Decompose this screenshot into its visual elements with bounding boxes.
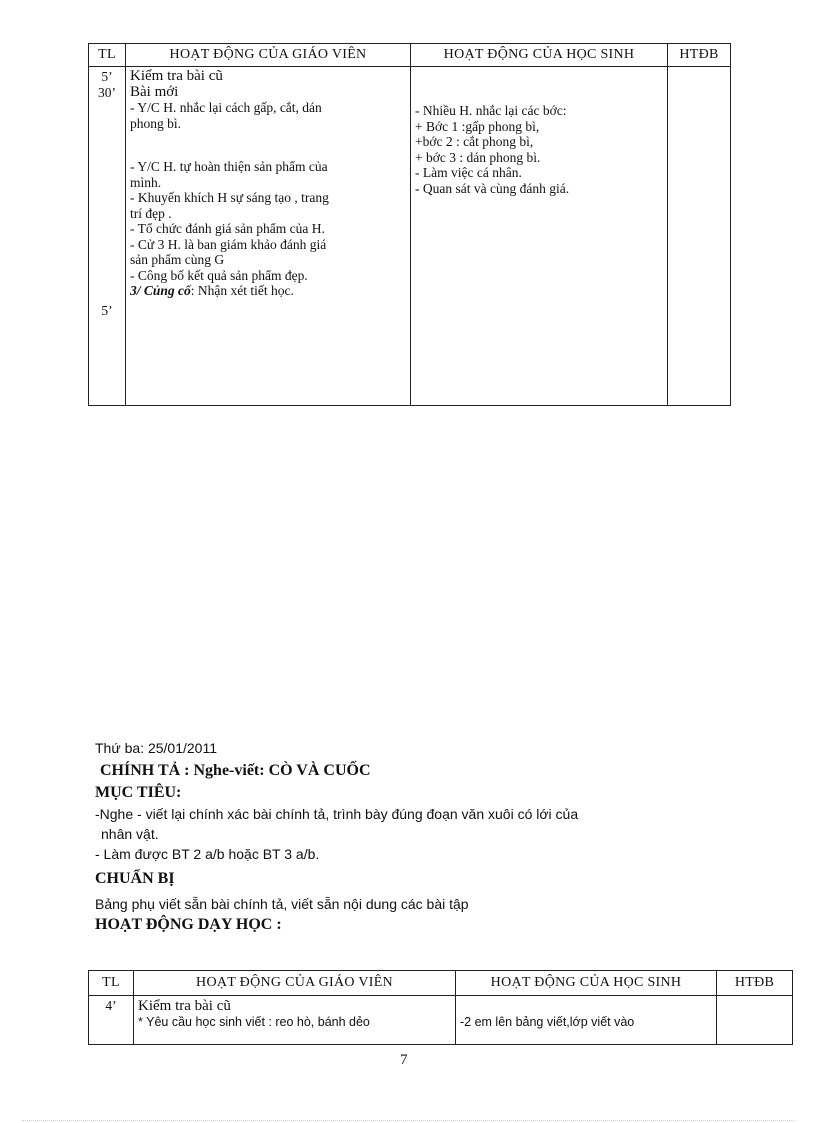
page-number: 7	[400, 1052, 408, 1068]
teacher-line: - Tổ chức đánh giá sản phẩm của H.	[130, 221, 325, 236]
teacher-line: sản phẩm cùng G	[130, 252, 225, 267]
section-new-lesson: Bài mới	[130, 83, 179, 100]
teacher-activity-cell	[134, 996, 456, 1045]
student-activity-cell	[456, 996, 717, 1045]
student-line: +bớc 2 : cắt phong bì,	[415, 134, 534, 149]
header-teacher: HOẠT ĐỘNG CỦA GIÁO VIÊN	[126, 44, 411, 67]
header-student: HOẠT ĐỘNG CỦA HỌC SINH	[411, 44, 668, 67]
header-student: HOẠT ĐỘNG CỦA HỌC SINH	[456, 971, 717, 996]
page-bottom-rule	[22, 1120, 794, 1121]
section-check-old-lesson: Kiểm tra bài cũ	[130, 68, 223, 84]
teacher-line: - Công bố kết quả sản phẩm đẹp.	[130, 267, 308, 283]
subject-lead: CHÍNH TẢ	[100, 762, 181, 779]
subject-title: : Nghe-viết: CÒ VÀ CUỐC	[180, 762, 371, 779]
consolidation-label: 3/ Củng cố	[130, 283, 191, 298]
tl-value: 30’	[98, 84, 116, 100]
header-htdb: HTĐB	[717, 971, 793, 996]
teacher-line: mình.	[130, 174, 162, 190]
student-line: -2 em lên bảng viết,lớp viết vào	[460, 1015, 635, 1029]
tl-value: 5’	[101, 69, 113, 84]
lesson-subject	[100, 762, 695, 780]
table-header-row	[89, 44, 731, 67]
table-row	[89, 67, 731, 406]
objective-line: - Làm được BT 2 a/b hoặc BT 3 a/b.	[95, 846, 320, 862]
student-activity-cell	[411, 67, 668, 406]
tl-cell: 4’	[89, 996, 134, 1045]
teacher-line: - Y/C H. nhắc lại cách gấp, cắt, dán	[130, 100, 322, 115]
table-row	[89, 996, 793, 1045]
student-line: - Nhiều H. nhắc lại các bớc:	[415, 103, 567, 118]
activities-heading: HOẠT ĐỘNG DẠY HỌC :	[95, 916, 282, 933]
teacher-line: trí đẹp .	[130, 205, 172, 221]
header-tl: TL	[89, 44, 126, 67]
consolidation-line	[130, 283, 406, 299]
objective-line: -Nghe - viết lại chính xác bài chính tả, trình bày đúng đoạn văn xuôi có lới của	[95, 806, 579, 822]
header-teacher: HOẠT ĐỘNG CỦA GIÁO VIÊN	[134, 971, 456, 996]
student-line: - Làm việc cá nhân.	[415, 165, 522, 180]
header-htdb: HTĐB	[668, 44, 731, 67]
consolidation-text: : Nhận xét tiết học.	[190, 283, 294, 298]
teacher-line: - Y/C H. tự hoàn thiện sản phẩm của	[130, 159, 328, 174]
lesson-date: Thứ ba: 25/01/2011	[95, 740, 217, 756]
tl-cell	[89, 67, 126, 406]
prep-heading: CHUẨN BỊ	[95, 870, 175, 887]
teacher-line: - Khuyến khích H sự sáng tạo , trang	[130, 190, 329, 205]
table-header-row	[89, 971, 793, 996]
htdb-cell	[717, 996, 793, 1045]
prep-text: Bảng phụ viết sẵn bài chính tả, viết sẵn nội dung các bài tập	[95, 896, 469, 912]
student-line: + Bớc 1 :gấp phong bì,	[415, 118, 540, 134]
lesson-table-2	[88, 970, 793, 1045]
htdb-cell	[668, 67, 731, 406]
objective-line: nhân vật.	[101, 826, 159, 842]
student-line: + bớc 3 : dán phong bì.	[415, 149, 541, 165]
header-tl: TL	[89, 971, 134, 996]
section-check-old-lesson: Kiểm tra bài cũ	[138, 998, 231, 1014]
tl-value: 5’	[101, 303, 113, 318]
lesson-plan-section	[95, 740, 695, 936]
objective-heading: MỤC TIÊU:	[95, 784, 182, 801]
teacher-line: phong bì.	[130, 115, 182, 131]
teacher-line: * Yêu cầu học sinh viết : reo hò, bánh dẻo	[138, 1015, 370, 1029]
lesson-table-1	[88, 43, 731, 406]
teacher-line: - Cử 3 H. là ban giám khảo đánh giá	[130, 236, 327, 252]
student-line: - Quan sát và cùng đánh giá.	[415, 180, 570, 196]
teacher-activity-cell	[126, 67, 411, 406]
